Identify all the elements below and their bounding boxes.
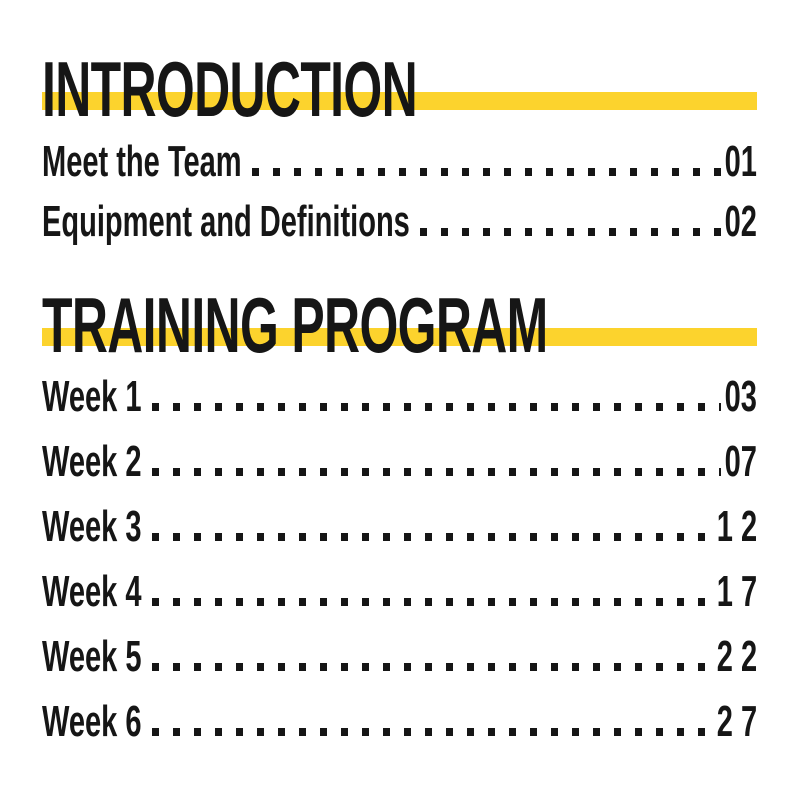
- toc-entry: [42, 494, 757, 559]
- entry-label: Week 4: [42, 567, 142, 616]
- dot-leader: [420, 228, 721, 236]
- entry-page-number: 2 7: [716, 697, 757, 746]
- dot-leader: [152, 728, 713, 736]
- dot-leader: [152, 598, 713, 606]
- entry-page-number: 1 2: [716, 502, 757, 551]
- toc-entry: [42, 192, 757, 252]
- entry-page-number: 1 7: [716, 567, 757, 616]
- toc-entry: [42, 624, 757, 689]
- toc-list-training-program: [42, 364, 757, 754]
- section-title: TRAINING PROGRAM: [42, 281, 548, 369]
- dot-leader: [152, 663, 713, 671]
- toc-entry: [42, 689, 757, 754]
- toc-entry: [42, 132, 757, 192]
- entry-page-number: 03: [724, 372, 757, 421]
- section-heading-training-program: [42, 281, 757, 369]
- entry-label: Meet the Team: [42, 137, 242, 186]
- toc-entry: [42, 429, 757, 494]
- dot-leader: [152, 468, 721, 476]
- toc-list-introduction: [42, 132, 757, 252]
- entry-label: Week 1: [42, 372, 142, 421]
- entry-label: Week 5: [42, 632, 142, 681]
- section-title: INTRODUCTION: [42, 45, 418, 133]
- dot-leader: [152, 403, 721, 411]
- entry-page-number: 2 2: [716, 632, 757, 681]
- entry-page-number: 02: [724, 197, 757, 246]
- entry-label: Week 2: [42, 437, 142, 486]
- entry-label: Equipment and Definitions: [42, 197, 410, 246]
- entry-label: Week 6: [42, 697, 142, 746]
- dot-leader: [252, 168, 721, 176]
- section-heading-introduction: [42, 45, 757, 133]
- entry-page-number: 01: [724, 137, 757, 186]
- entry-label: Week 3: [42, 502, 142, 551]
- entry-page-number: 07: [724, 437, 757, 486]
- toc-entry: [42, 364, 757, 429]
- toc-entry: [42, 559, 757, 624]
- dot-leader: [152, 533, 713, 541]
